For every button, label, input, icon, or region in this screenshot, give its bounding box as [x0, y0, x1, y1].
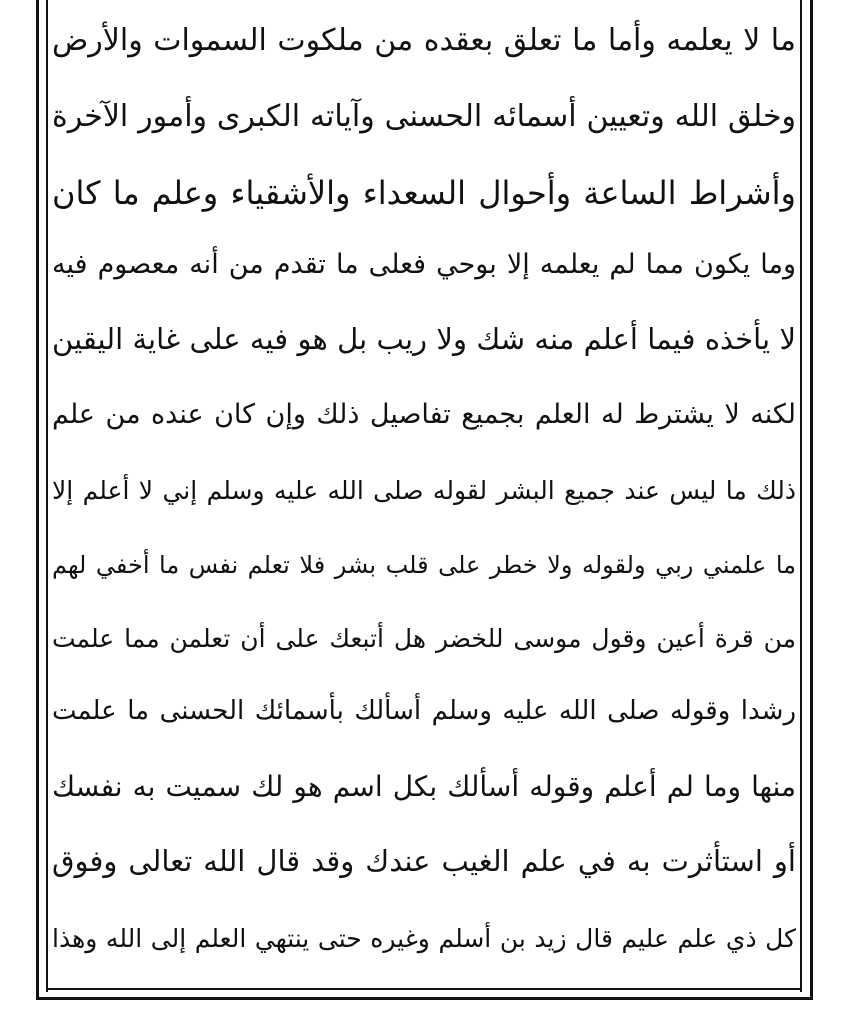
text-line-3: وأشراط الساعة وأحوال السعداء والأشقياء وعلم ما كان [52, 174, 796, 212]
text-line-1: ما لا يعلمه وأما ما تعلق بعقده من ملكوت السموات والأرض [52, 23, 796, 58]
text-line-10: رشدا وقوله صلى الله عليه وسلم أسألك بأسمائك الحسنى ما علمت [52, 696, 796, 726]
text-line-8: ما علمني ربي ولقوله ولا خطر على قلب بشر فلا تعلم نفس ما أخفي لهم [52, 551, 796, 579]
right-outer-border-rule [810, 0, 813, 1000]
bottom-outer-border-rule [36, 997, 813, 1000]
left-inner-border-rule [46, 0, 48, 992]
text-line-11: منها وما لم أعلم وقوله أسألك بكل اسم هو لك سميت به نفسك [52, 770, 796, 803]
text-line-4: وما يكون مما لم يعلمه إلا بوحي فعلى ما تقدم من أنه معصوم فيه [52, 249, 796, 280]
text-line-2: وخلق الله وتعيين أسمائه الحسنى وآياته الكبرى وأمور الآخرة [52, 99, 796, 134]
left-outer-border-rule [36, 0, 39, 1000]
right-inner-border-rule [800, 0, 802, 992]
text-line-13: كل ذي علم عليم قال زيد بن أسلم وغيره حتى ينتهي العلم إلى الله وهذا [52, 924, 796, 953]
text-line-7: ذلك ما ليس عند جميع البشر لقوله صلى الله عليه وسلم إني لا أعلم إلا [52, 476, 796, 505]
text-line-9: من قرة أعين وقول موسى للخضر هل أتبعك على أن تعلمن مما علمت [52, 624, 796, 653]
text-line-6: لكنه لا يشترط له العلم بجميع تفاصيل ذلك وإن كان عنده من علم [52, 399, 796, 430]
text-line-12: أو استأثرت به في علم الغيب عندك وقد قال الله تعالى وفوق [52, 844, 796, 878]
arabic-text-block [52, 0, 796, 986]
bottom-inner-border-rule [46, 988, 802, 990]
text-line-5: لا يأخذه فيما أعلم منه شك ولا ريب بل هو فيه على غاية اليقين [52, 322, 796, 356]
